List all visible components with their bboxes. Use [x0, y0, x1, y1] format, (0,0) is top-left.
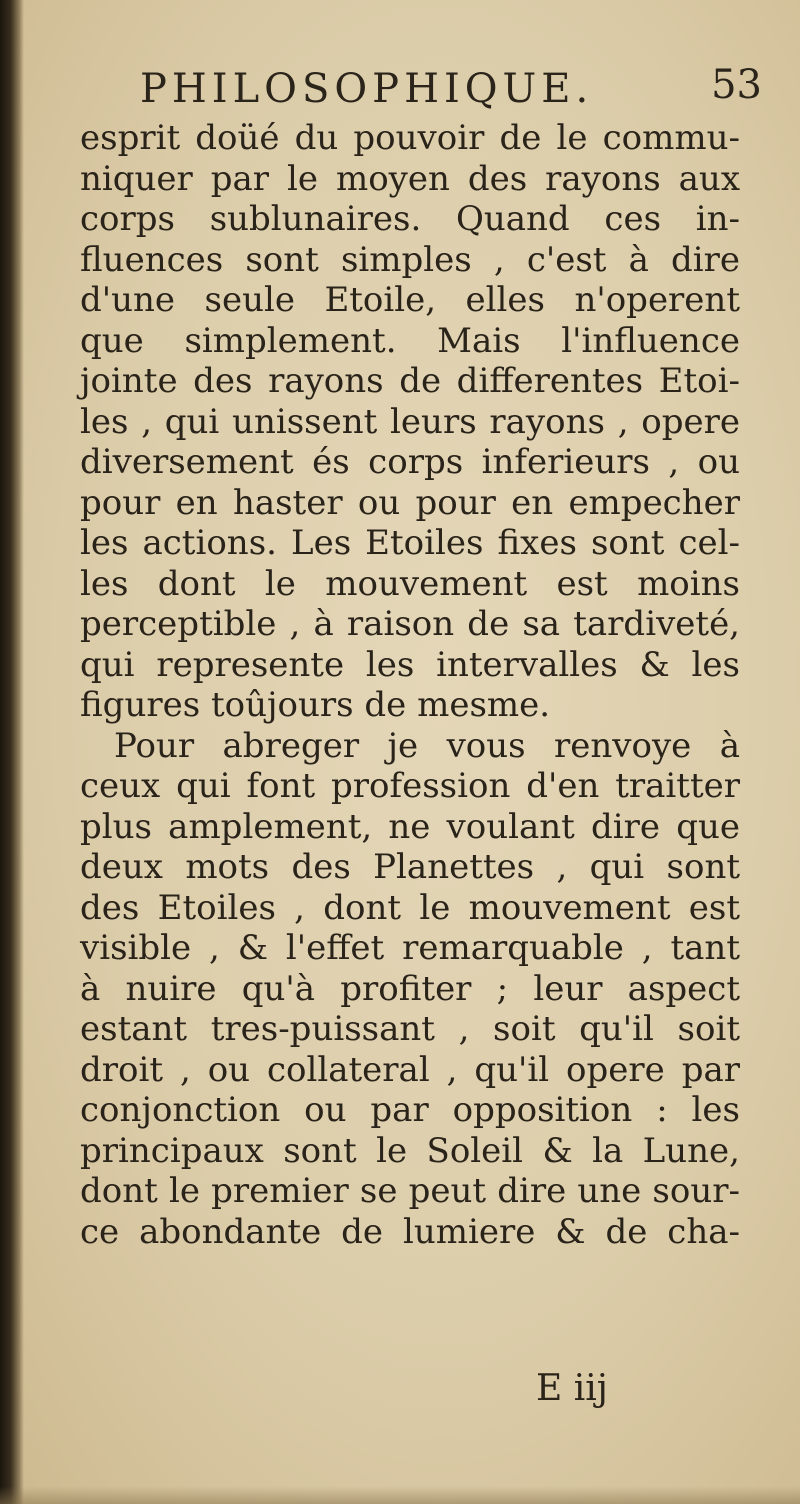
text-line: principaux sont le Soleil & la Lune, — [80, 1130, 740, 1171]
text-line: les dont le mouvement est moins — [80, 563, 740, 604]
text-line: des Etoiles , dont le mouvement est — [80, 887, 740, 928]
text-line: fluences sont simples , c'est à dire — [80, 239, 740, 280]
text-line: à nuire qu'à profiter ; leur aspect — [80, 968, 740, 1009]
page-header — [140, 62, 780, 118]
text-line: ceux qui font profession d'en traitter — [80, 766, 740, 806]
body-text — [80, 118, 740, 1252]
text-line: droit , ou collateral , qu'il opere par — [80, 1049, 740, 1090]
signature-mark: E iij — [536, 1368, 608, 1409]
text-line: pour en haster ou pour en empecher — [80, 482, 740, 523]
text-line: perceptible , à raison de sa tardiveté, — [80, 604, 740, 644]
text-line: ce abondante de lumiere & de cha- — [80, 1211, 740, 1252]
text-line: les , qui unissent leurs rayons , opere — [80, 401, 740, 442]
text-line: d'une seule Etoile, elles n'operent — [80, 280, 740, 320]
text-line: les actions. Les Etoiles fixes sont cel- — [80, 523, 740, 563]
book-binding-edge — [0, 0, 24, 1504]
text-line: estant tres-puissant , soit qu'il soit — [80, 1009, 740, 1049]
text-line: diversement és corps inferieurs , ou — [80, 442, 740, 482]
text-line: deux mots des Planettes , qui sont — [80, 847, 740, 887]
text-line: niquer par le moyen des rayons aux — [80, 158, 740, 199]
text-line: figures toûjours de mesme. — [80, 685, 551, 725]
text-line: que simplement. Mais l'influence — [80, 320, 740, 361]
text-line: plus amplement, ne voulant dire que — [80, 806, 740, 847]
text-line: corps sublunaires. Quand ces in- — [80, 199, 740, 239]
text-line: conjonction ou par opposition : les — [80, 1090, 740, 1130]
paragraph-start-line: Pour abreger je vous renvoye à — [114, 725, 740, 766]
text-line: jointe des rayons de differentes Etoi- — [80, 361, 740, 401]
text-line: qui represente les intervalles & les — [80, 644, 740, 685]
page-number: 53 — [711, 62, 762, 108]
text-line: dont le premier se peut dire une sour- — [80, 1171, 740, 1211]
text-line: esprit doüé du pouvoir de le commu- — [80, 118, 740, 158]
text-line: visible , & l'effet remarquable , tant — [80, 928, 740, 968]
running-title: PHILOSOPHIQUE. — [140, 66, 594, 112]
page-bottom-edge — [0, 1486, 800, 1504]
